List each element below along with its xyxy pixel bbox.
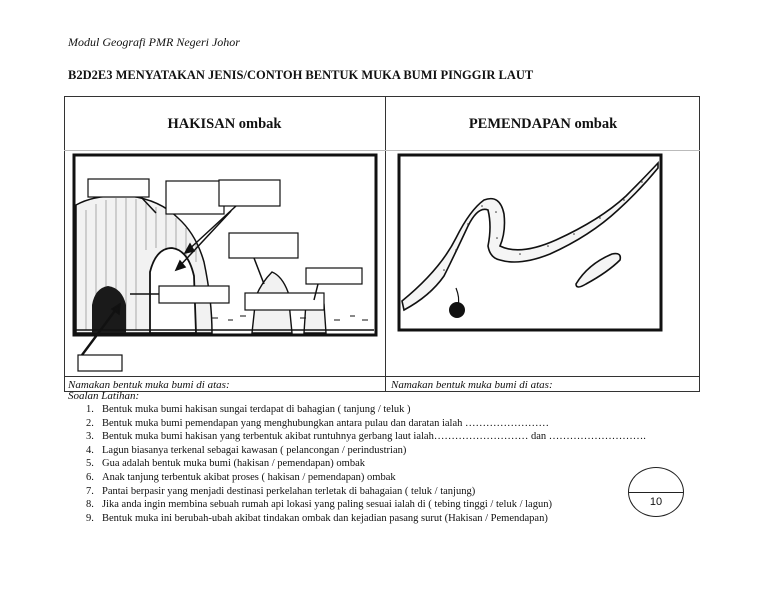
erosion-illustration [74, 155, 376, 371]
deposition-name-prompt: Namakan bentuk muka bumi di atas: [391, 379, 553, 391]
deposition-illustration [399, 155, 661, 330]
question-item: 9. Bentuk muka ini berubah-ubah akibat tindakan ombak dan kejadian pasang surut (Hakisan / Pemendapan) [86, 512, 548, 524]
page-number: 10 [649, 496, 663, 508]
question-item: 7. Pantai berpasir yang menjadi destinasi perkelahan terletak di bahagaian ( teluk / tanjung) [86, 485, 476, 497]
questions-heading: Soalan Latihan: [68, 390, 140, 402]
question-item: 8. Jika anda ingin membina sebuah rumah api lokasi yang paling sesuai ialah di ( tebing tinggi / teluk / lagun) [86, 499, 552, 511]
question-item: 5. Gua adalah bentuk muka bumi (hakisan / pemendapan) ombak [86, 458, 366, 470]
page-header: Modul Geografi PMR Negeri Johor [68, 35, 240, 49]
erosion-heading: HAKISAN ombak [167, 116, 282, 132]
question-item: 2. Bentuk muka bumi pemendapan yang menghubungkan antara pulau dan daratan ialah …………………… [86, 417, 550, 429]
section-title: B2D2E3 MENYATAKAN JENIS/CONTOH BENTUK MUKA BUMI PINGGIR LAUT [68, 68, 534, 82]
page-badge-divider [629, 492, 683, 493]
page-number-badge [628, 467, 684, 517]
deposition-heading: PEMENDAPAN ombak [468, 116, 618, 132]
question-item: 1. Bentuk muka bumi hakisan sungai terdapat di bahagian ( tanjung / teluk ) [86, 404, 411, 415]
questions-list [86, 403, 646, 525]
erosion-name-prompt: Namakan bentuk muka bumi di atas: [68, 379, 230, 391]
question-item: 3. Bentuk muka bumi hakisan yang terbentuk akibat runtuhnya gerbang laut ialah……………………… dan ………………………. [86, 431, 646, 443]
question-item: 6. Anak tanjung terbentuk akibat proses ( hakisan / pemendapan) ombak [86, 471, 396, 483]
question-item: 4. Lagun biasanya terkenal sebagai kawasan ( pelancongan / perindustrian) [86, 444, 407, 456]
